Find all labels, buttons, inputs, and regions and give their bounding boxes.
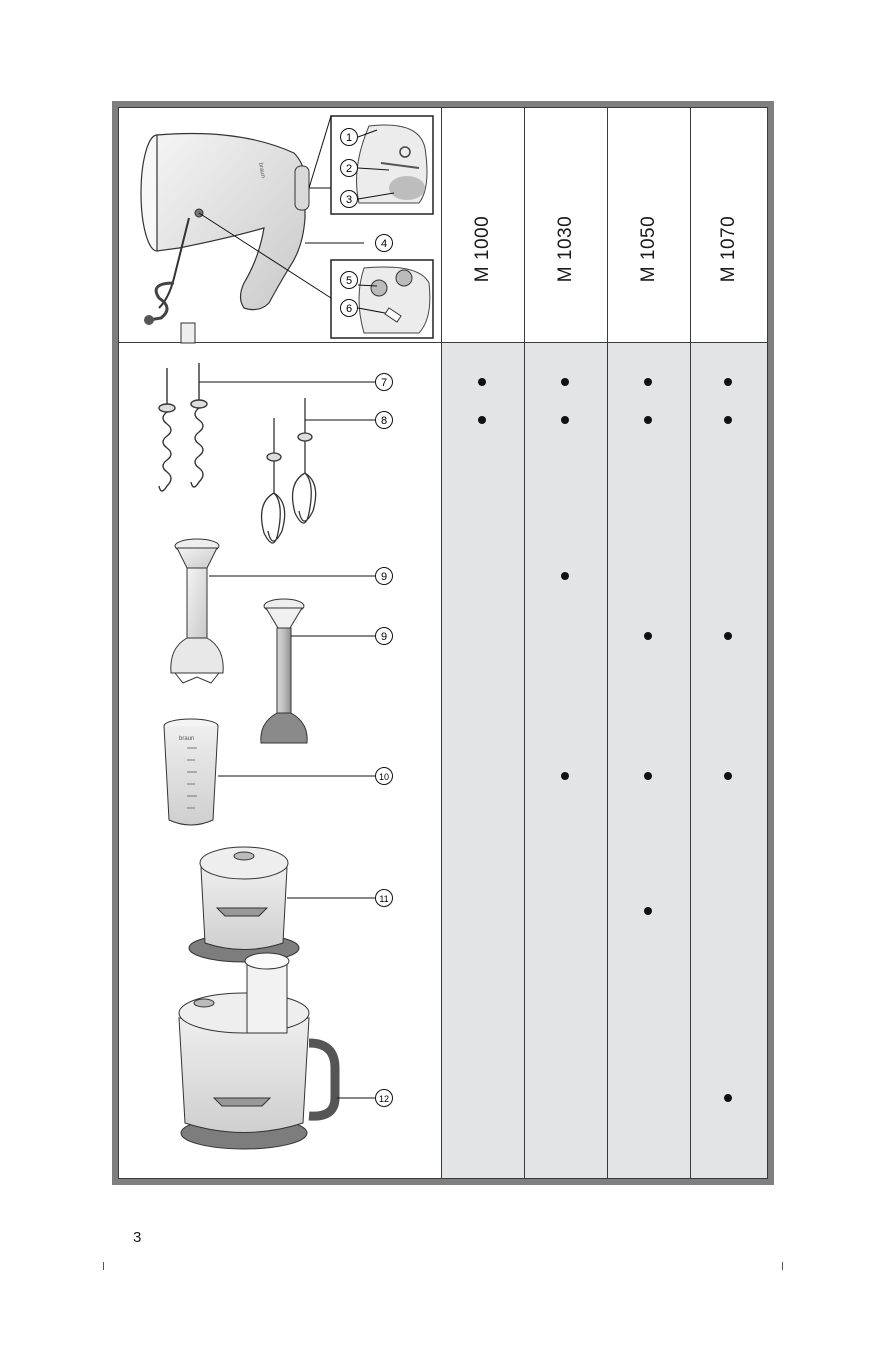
availability-dot: [561, 416, 569, 424]
blender-shaft-plastic-illustration: [171, 539, 223, 683]
callout-1: [341, 129, 358, 146]
availability-dot: [644, 378, 652, 386]
svg-text:10: 10: [378, 772, 390, 782]
column-divider: [690, 108, 691, 1178]
model-column-m1050: [607, 108, 690, 1178]
model-label: M 1050: [637, 215, 659, 283]
availability-dot: [724, 416, 732, 424]
availability-dot: [724, 632, 732, 640]
svg-text:4: 4: [380, 238, 388, 250]
model-label: M 1030: [554, 215, 576, 283]
svg-text:2: 2: [345, 163, 353, 175]
crop-mark: [782, 1262, 783, 1270]
callout-10: [376, 768, 393, 785]
availability-dot: [724, 772, 732, 780]
callout-8: [376, 412, 393, 429]
svg-text:3: 3: [345, 194, 353, 206]
callout-9a: [376, 568, 393, 585]
callout-2: [341, 160, 358, 177]
callout-9b: [376, 628, 393, 645]
chopper-illustration: [189, 847, 299, 962]
availability-dot: [561, 772, 569, 780]
svg-text:12: 12: [378, 1094, 390, 1104]
availability-dot: [478, 416, 486, 424]
model-column-m1070: [690, 108, 767, 1178]
crop-mark: [103, 1262, 104, 1270]
callout-12: [376, 1090, 393, 1107]
availability-dot: [724, 1094, 732, 1102]
food-processor-illustration: [179, 953, 335, 1149]
availability-dot: [478, 378, 486, 386]
accessory-table-frame: [112, 101, 774, 1185]
model-column-m1030: [524, 108, 607, 1178]
column-divider: [524, 108, 525, 1178]
hand-mixer-illustration: [141, 133, 309, 343]
illustration-panel: [119, 108, 441, 1178]
callout-4: [376, 235, 393, 252]
availability-dot: [724, 378, 732, 386]
callout-11: [376, 890, 393, 907]
availability-dot: [644, 907, 652, 915]
callout-5: [341, 272, 358, 289]
svg-text:1: 1: [345, 132, 353, 144]
svg-text:7: 7: [380, 377, 388, 389]
accessory-table: [118, 107, 768, 1179]
model-label: M 1000: [471, 215, 493, 283]
callout-6: [341, 300, 358, 317]
svg-text:braun: braun: [257, 162, 266, 179]
availability-dot: [561, 378, 569, 386]
callout-7: [376, 374, 393, 391]
svg-text:11: 11: [379, 894, 389, 904]
svg-text:6: 6: [345, 303, 353, 315]
blender-shaft-metal-illustration: [261, 599, 307, 743]
callout-3: [341, 191, 358, 208]
availability-dot: [644, 772, 652, 780]
page-number: 3: [133, 1229, 142, 1246]
availability-dot: [644, 416, 652, 424]
beaker-illustration: [164, 719, 218, 825]
model-label: M 1070: [717, 215, 739, 283]
column-divider: [607, 108, 608, 1178]
beaker-logo: braun: [179, 736, 195, 742]
availability-dot: [644, 632, 652, 640]
column-divider: [441, 108, 442, 1178]
svg-text:9: 9: [380, 631, 388, 643]
availability-dot: [561, 572, 569, 580]
svg-text:9: 9: [380, 571, 388, 583]
svg-text:8: 8: [380, 415, 388, 427]
svg-text:5: 5: [345, 275, 353, 287]
model-column-m1000: [441, 108, 524, 1178]
